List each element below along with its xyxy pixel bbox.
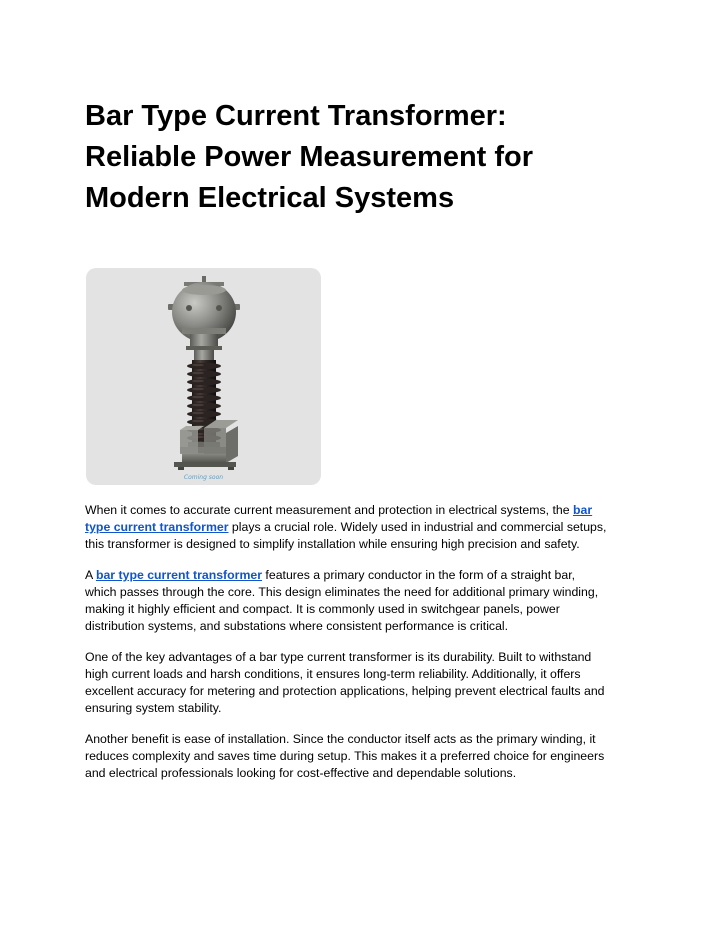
paragraph-4-line-3: and electrical professionals looking for cost-effective and dependable solutions. [85,766,517,780]
paragraph-1 [85,502,640,553]
paragraph-2-line-1 [85,567,640,584]
paragraph-4-line-2: reduces complexity and saves time during setup. This makes it a preferred choice for engineers [85,749,605,763]
paragraph-3-line-1: One of the key advantages of a bar type current transformer is its durability. Built to withstand [85,650,592,664]
paragraph-4 [85,731,640,782]
bar-type-current-transformer-link-cont[interactable]: type current transformer [85,520,229,534]
paragraph-3 [85,649,640,717]
paragraph-2-suffix: features a primary conductor in the form of a straight bar, [262,568,576,582]
title-line-2: Reliable Power Measurement for [85,141,534,173]
image-caption: Coming soon [183,474,224,481]
paragraph-3-line-4: ensuring system stability. [85,701,222,715]
paragraph-1-text-2: plays a crucial role. Widely used in industrial and commercial setups, [228,520,607,534]
paragraph-1-line-2 [85,519,640,536]
paragraph-4-line-1: Another benefit is ease of installation. Since the conductor itself acts as the primary winding, it [85,732,596,746]
title-line-1: Bar Type Current Transformer: [85,100,507,132]
paragraph-3-line-2: high current loads and harsh conditions, it ensures long-term reliability. Additionally, it offers [85,667,581,681]
paragraph-1-line-3: this transformer is designed to simplify installation while ensuring high precision and safety. [85,537,580,551]
paragraph-3-line-3: excellent accuracy for metering and protection applications, helping prevent electrical faults and [85,684,605,698]
paragraph-2-prefix: A [85,568,96,582]
paragraph-1-text: When it comes to accurate current measurement and protection in electrical systems, the [85,503,573,517]
paragraph-2-line-3: making it highly efficient and compact. It is commonly used in switchgear panels, power [85,602,560,616]
paragraph-2-line-4: distribution systems, and substations where consistent performance is critical. [85,619,509,633]
current-transformer-illustration [86,268,321,485]
bar-type-current-transformer-link[interactable]: bar [573,503,593,517]
paragraph-2 [85,567,640,635]
paragraph-1-line-1 [85,502,640,519]
title-line-3: Modern Electrical Systems [85,182,455,214]
product-image [86,268,321,485]
base-box-icon [182,453,226,463]
article-body [85,502,640,796]
bar-type-current-transformer-link-2[interactable]: bar type current transformer [95,568,263,582]
page-title [85,96,645,219]
paragraph-2-line-2: which passes through the core. This design eliminates the need for additional primary winding, [85,585,599,599]
